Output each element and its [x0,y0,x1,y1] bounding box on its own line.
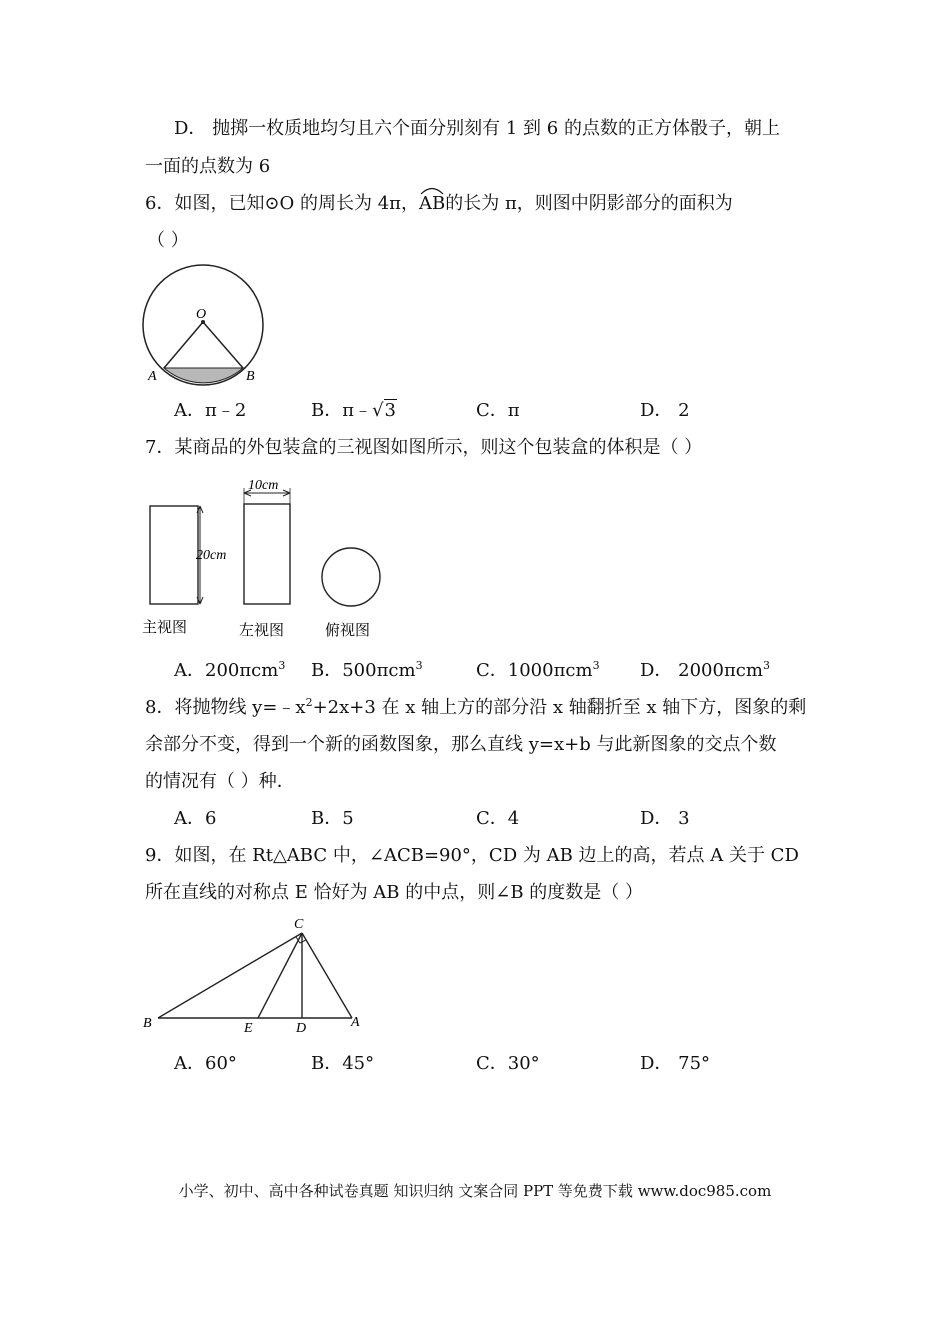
q7-option-d-text: D． 2000πcm [640,660,763,681]
q8-line1-b: +2x+3 在 x 轴上方的部分沿 x 轴翻折至 x 轴下方，图象的剩 [312,697,807,718]
q7-option-d-exp: 3 [762,659,770,672]
q8-line2: 余部分不变，得到一个新的函数图象，那么直线 y=x+b 与此新图象的交点个数 [145,734,777,755]
q6-option-c[interactable]: C．π [476,400,520,421]
q9-line1: 9．如图，在 Rt△ABC 中，∠ACB=90°，CD 为 AB 边上的高，若点 A 关于 CD [145,845,799,866]
q7-front-view-label: 主视图 [142,618,188,636]
q8-line3: 的情况有（ ）种． [145,771,295,792]
q5-option-d-line2: 一面的点数为 6 [145,156,271,177]
q8-option-d[interactable]: D． 3 [640,808,690,829]
q7-option-a-text: A．200πcm [174,660,279,681]
q6-sqrt: √3 [372,400,396,421]
q9-label-a: A [351,1015,360,1030]
q8-line1-exp: 2 [305,696,313,709]
q6-radius-ob [203,322,243,368]
q6-stem [145,193,733,215]
q9-option-a[interactable]: A．60° [174,1053,237,1074]
q6-option-d[interactable]: D． 2 [640,400,690,421]
q7-option-c-text: C．1000πcm [476,660,593,681]
q6-shaded-segment [164,368,243,383]
q9-option-c[interactable]: C．30° [476,1053,540,1074]
q7-top-view-label: 俯视图 [325,621,371,639]
q6-label-o: O [196,307,207,322]
q7-front-view-rect [150,506,198,604]
q6-option-a[interactable]: A．π﹣2 [174,400,247,421]
q9-line2: 所在直线的对称点 E 恰好为 AB 的中点，则∠B 的度数是（ ） [145,882,644,903]
q6-option-b-prefix: B．π﹣ [311,400,373,421]
q7-option-c[interactable] [476,660,600,682]
q6-arc-name: AB [419,193,446,214]
q5-option-d-line1: D． 抛掷一枚质地均匀且六个面分别刻有 1 到 6 的点数的正方体骰子，朝上 [174,118,780,139]
page-footer: 小学、初中、高中各种试卷真题 知识归纳 文案合同 PPT 等免费下载 www.doc985.com [178,1182,772,1200]
q6-label-b: B [246,369,255,384]
q7-option-b-text: B．500πcm [311,660,416,681]
q9-option-d[interactable]: D． 75° [640,1053,711,1074]
q9-side-ca [302,933,352,1018]
q7-option-d[interactable] [640,660,770,682]
q6-arc-ab [419,193,445,215]
q9-triangle-figure [138,912,378,1038]
q9-label-c: C [294,917,304,932]
q8-line1 [145,697,806,719]
q6-label-a: A [148,369,157,384]
q6-stem-suffix: 的长为 π，则图中阴影部分的面积为 [445,193,733,214]
q7-height-label: 20cm [196,548,227,563]
q7-stem: 7．某商品的外包装盒的三视图如图所示，则这个包装盒的体积是（ ） [145,437,703,458]
q6-radius-oa [164,322,203,368]
q7-width-label: 10cm [248,478,279,493]
q7-three-views-figure [138,476,398,642]
q6-circle [143,265,263,385]
q9-label-b: B [143,1016,152,1031]
q6-circle-figure [138,262,270,386]
q6-stem-prefix: 6．如图，已知⊙O 的周长为 4π， [145,193,420,214]
q7-top-view-circle [322,548,380,606]
q6-option-b[interactable] [311,400,397,422]
q6-radicand: 3 [384,400,396,421]
q8-option-b[interactable]: B．5 [311,808,354,829]
q7-left-view-label: 左视图 [239,621,285,639]
q8-line1-a: 8．将抛物线 y=﹣x [145,697,306,718]
q9-option-b[interactable]: B．45° [311,1053,375,1074]
q7-option-b[interactable] [311,660,423,682]
q6-paren: （ ） [147,230,189,251]
q7-option-a[interactable] [174,660,285,682]
q8-option-c[interactable]: C．4 [476,808,520,829]
q9-label-e: E [244,1021,253,1036]
q8-option-a[interactable]: A．6 [174,808,217,829]
q7-left-view-rect [244,504,290,604]
q7-option-b-exp: 3 [415,659,423,672]
q7-option-c-exp: 3 [592,659,600,672]
q7-option-a-exp: 3 [278,659,286,672]
q9-label-d: D [296,1021,307,1036]
